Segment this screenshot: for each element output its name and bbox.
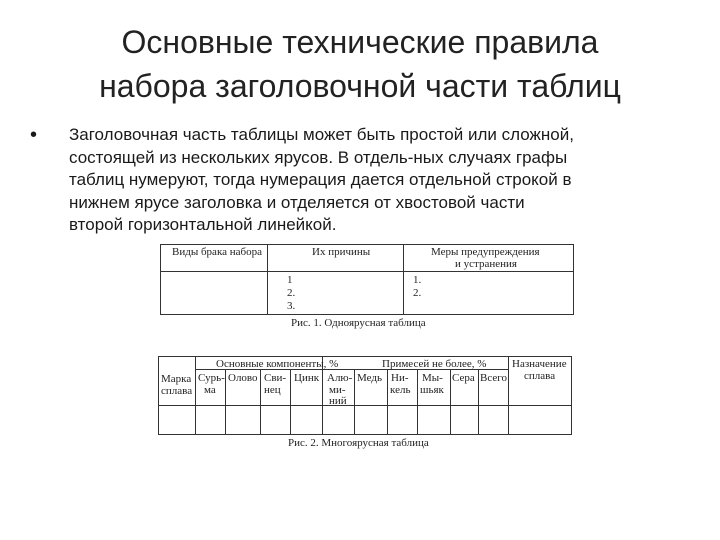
fig2-purpose-1: Назначение: [512, 358, 567, 370]
fig2-left-border: [158, 356, 159, 435]
fig1-header-measures-1: Меры предупреждения: [431, 246, 540, 258]
fig1-right-border: [573, 244, 574, 315]
fig2-zinc: Цинк: [294, 372, 320, 384]
fig2-nickel-1: Ни-: [391, 372, 409, 384]
fig2-sulfur: Сера: [452, 372, 475, 384]
fig2-copper: Медь: [357, 372, 382, 384]
bullet-line-1: Заголовочная часть таблицы может быть простой или сложной,: [69, 125, 574, 144]
bullet-line-3: таблиц нумеруют, тогда нумерация дается отдельной строкой в: [69, 170, 572, 189]
fig2-col-divider-total: [508, 356, 509, 435]
fig2-col-divider-tin: [260, 369, 261, 435]
fig1-col-divider-2: [403, 244, 404, 315]
fig1-measures-number-1: 1.: [413, 274, 422, 286]
fig2-col-divider-alum: [354, 369, 355, 435]
fig2-right-border: [571, 356, 572, 435]
bullet-line-5: второй горизонтальной линейкой.: [69, 215, 337, 234]
fig2-col-divider-nickel: [417, 369, 418, 435]
fig2-mark-2: сплава: [161, 385, 193, 397]
fig2-alum-3: ний: [329, 395, 347, 407]
fig2-antimony-2: ма: [204, 384, 216, 396]
bullet-line-2: состоящей из нескольких ярусов. В отдель-ных случаях графы: [69, 147, 568, 167]
fig2-header-rule: [158, 405, 572, 406]
fig2-col-divider-antimony: [225, 369, 226, 435]
fig2-alum-1: Алю-: [327, 372, 353, 384]
fig2-mark-1: Марка: [161, 373, 192, 385]
figure-1-single-tier-table: [160, 244, 574, 316]
fig2-group-main-components: Основные компоненты, %: [216, 358, 339, 370]
fig1-header-rule: [160, 271, 574, 272]
fig1-top-rule: [160, 244, 574, 245]
fig2-lead-2: нец: [264, 384, 281, 396]
fig2-arsenic-1: Мы-: [422, 372, 443, 384]
fig1-bottom-rule: [160, 314, 574, 315]
fig2-tin: Олово: [228, 372, 258, 384]
fig2-arsenic-2: шьяк: [420, 384, 444, 396]
fig1-measures-number-2: 2.: [413, 287, 422, 299]
fig2-alum-2: ми-: [329, 384, 346, 396]
fig1-causes-number-1: 1: [287, 274, 293, 286]
fig2-col-divider-copper: [387, 369, 388, 435]
fig1-causes-number-3: 3.: [287, 300, 296, 312]
fig2-col-divider-sulfur: [478, 369, 479, 435]
bullet-marker: •: [30, 124, 38, 146]
fig2-antimony-1: Сурь-: [198, 372, 225, 384]
fig2-nickel-2: кель: [390, 384, 411, 396]
slide-title: [20, 20, 700, 108]
fig2-col-divider-arsenic: [450, 369, 451, 435]
fig2-group-impurities: Примесей не более, %: [382, 358, 487, 370]
title-line-2: набора заголовочной части таблиц: [99, 68, 621, 104]
fig2-lead-1: Сви-: [264, 372, 287, 384]
figure-2-multi-tier-table: [158, 356, 572, 436]
fig2-top-rule: [158, 356, 572, 357]
title-line-1: Основные технические правила: [121, 24, 599, 60]
bullet-line-4: нижнем ярусе заголовка и отделяется от хвостовой части: [69, 192, 525, 212]
fig1-col-divider-1: [267, 244, 268, 315]
fig1-header-causes: Их причины: [312, 246, 371, 258]
fig2-total: Всего: [480, 372, 507, 384]
fig1-causes-number-2: 2.: [287, 287, 296, 299]
fig2-purpose-2: сплава: [524, 370, 556, 382]
fig1-header-defects: Виды брака набора: [172, 246, 262, 258]
fig1-header-measures-2: и устранения: [455, 258, 517, 270]
figure-2-caption: Рис. 2. Многоярусная таблица: [288, 437, 429, 449]
bullet-text: [69, 124, 574, 237]
fig2-col-divider-lead: [290, 369, 291, 435]
fig2-bottom-rule: [158, 434, 572, 435]
figure-1-caption: Рис. 1. Одноярусная таблица: [291, 317, 426, 329]
fig1-left-border: [160, 244, 161, 315]
fig2-col-divider-mark: [195, 356, 196, 435]
